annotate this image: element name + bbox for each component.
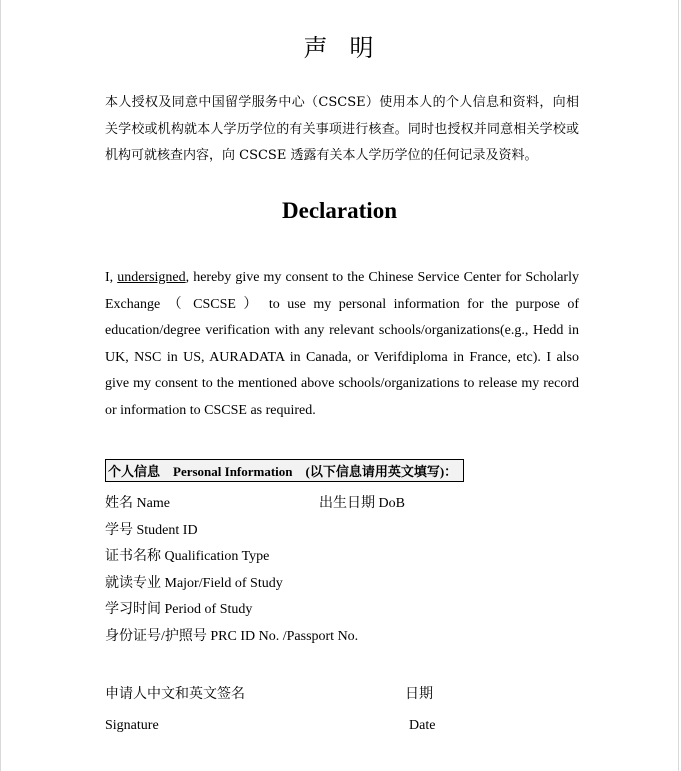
- english-title: Declaration: [282, 198, 397, 223]
- chinese-title: 声明: [303, 34, 396, 62]
- date-label-en: Date: [409, 718, 436, 733]
- field-period: 学习时间 Period of Study: [105, 602, 253, 617]
- field-qualification: 证书名称 Qualification Type: [105, 549, 270, 564]
- chinese-statement: 本人授权及同意中国留学服务中心（CSCSE）使用本人的个人信息和资料，向相关学校或机构就本人学历学位的有关事项进行核查。同时也授权并同意相关学校或机构可就核查内容，向 CSCSE 透露有关本人学历学位的任何记录及资料。: [105, 95, 579, 163]
- date-label-cn: 日期: [405, 687, 433, 702]
- english-declaration: [105, 265, 579, 425]
- field-dob: 出生日期 DoB: [319, 496, 405, 511]
- signature-label-cn: 申请人中文和英文签名: [105, 687, 245, 702]
- field-id-number: 身份证号/护照号 PRC ID No. /Passport No.: [105, 629, 359, 644]
- declaration-undersigned: undersigned: [117, 270, 186, 285]
- declaration-prefix: I,: [105, 270, 118, 285]
- signature-label-en: Signature: [105, 718, 159, 733]
- personal-info-header: 个人信息 Personal Information (以下信息请用英文填写)：: [105, 459, 464, 482]
- declaration-body: , hereby give my consent to the Chinese Service Center for Scholarly Exchange （ CSCSE ） to use my personal information for the purpose of education/degree verification with any relevant schools/organizations(e.g., Hedd in UK, NSC in US, AURADATA in Canada, or Verifdiploma in France, etc). I also give my consent to the mentioned above schools/organizations to release my record or information to CSCSE as required.: [105, 270, 579, 418]
- field-major: 就读专业 Major/Field of Study: [105, 576, 283, 591]
- field-student-id: 学号 Student ID: [105, 523, 198, 538]
- field-name: 姓名 Name: [105, 496, 170, 511]
